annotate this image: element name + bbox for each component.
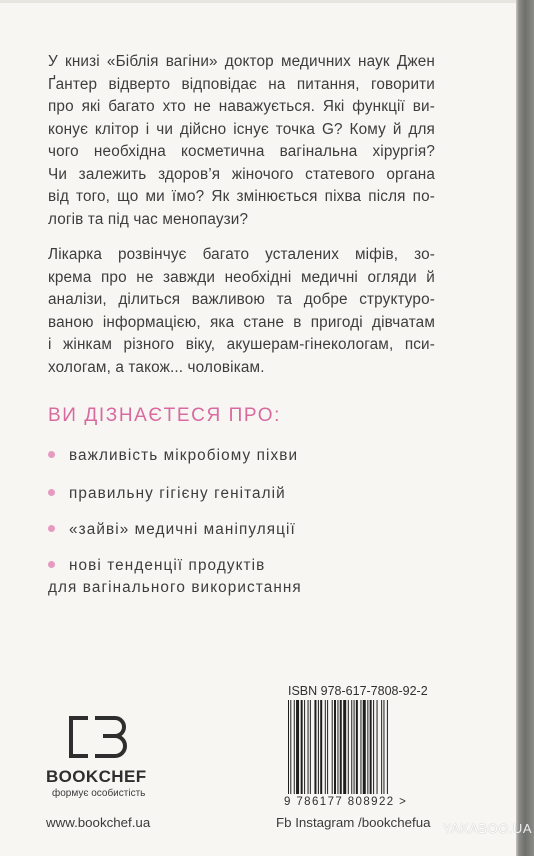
list-item xyxy=(48,557,302,597)
bullet-dot-icon xyxy=(48,451,55,458)
list-item xyxy=(48,485,286,503)
bullet-dot-icon xyxy=(48,561,55,568)
paragraph-line: Чи залежить здоров’я жіночого статевого органа xyxy=(48,165,435,183)
paragraph-line: чого необхідна косметична вагінальна хірургія? xyxy=(48,143,435,160)
publisher-tagline: формує особистість xyxy=(52,788,146,799)
list-item xyxy=(48,521,296,539)
list-item xyxy=(48,447,298,465)
list-item-text: важливість мікробіому піхви xyxy=(69,447,299,464)
list-item-text: нові тенденції продуктів xyxy=(69,557,266,574)
list-item-text: «зайві» медичні маніпуляції xyxy=(69,521,296,538)
bullet-dot-icon xyxy=(48,489,55,496)
watermark: YAKABOO.UA xyxy=(442,821,532,836)
bookchef-logo-icon xyxy=(68,716,138,758)
description-paragraph xyxy=(48,51,435,231)
paragraph-line: аналізи, ділиться важливою та добре структуро- xyxy=(48,291,435,308)
list-item-continuation: для вагінального використання xyxy=(48,579,302,596)
myths-paragraph xyxy=(48,244,435,379)
list-item-text: правильну гігієну геніталій xyxy=(69,485,286,502)
bullet-dot-icon xyxy=(48,525,55,532)
cover-top-edge xyxy=(0,0,516,3)
isbn-barcode xyxy=(288,700,430,794)
isbn-label: ISBN 978-617-7808-92-2 xyxy=(288,684,428,698)
section-title: ВИ ДІЗНАЄТЕСЯ ПРО: xyxy=(48,405,282,426)
paragraph-line: Лікарка розвінчує багато усталених міфів, зо- xyxy=(48,246,435,263)
paragraph-line: Ґантер відверто відповідає на питання, говорити xyxy=(48,75,435,93)
paragraph-line: логів та під час менопаузи? xyxy=(48,210,249,228)
social-handle: Fb Instagram /bookchefua xyxy=(276,815,431,830)
publisher-name: BOOKCHEF xyxy=(46,767,147,786)
paragraph-line: хологам, а також... чоловікам. xyxy=(48,358,265,376)
paragraph-line: про які багато хто не наважується. Які функції ви- xyxy=(48,98,435,115)
paragraph-line: У книзі «Біблія вагіни» доктор медичних наук Джен xyxy=(48,53,435,70)
paragraph-line: конує клітор і чи дійсно існує точка G? Кому й для xyxy=(48,120,435,138)
paragraph-line: і жінкам різного віку, акушерам-гінекологам, пси- xyxy=(48,336,435,353)
paragraph-line: від того, що ми їмо? Як змінюється піхва після по- xyxy=(48,188,435,205)
publisher-website: www.bookchef.ua xyxy=(46,815,151,830)
book-spine-edge xyxy=(516,0,534,856)
paragraph-line: ваною інформацією, яка стане в пригоді дівчатам xyxy=(48,313,435,331)
barcode-digits: 9 786177 808922 > xyxy=(284,796,408,808)
paragraph-line: крема про не завжди необхідні медичні огляди й xyxy=(48,268,435,286)
